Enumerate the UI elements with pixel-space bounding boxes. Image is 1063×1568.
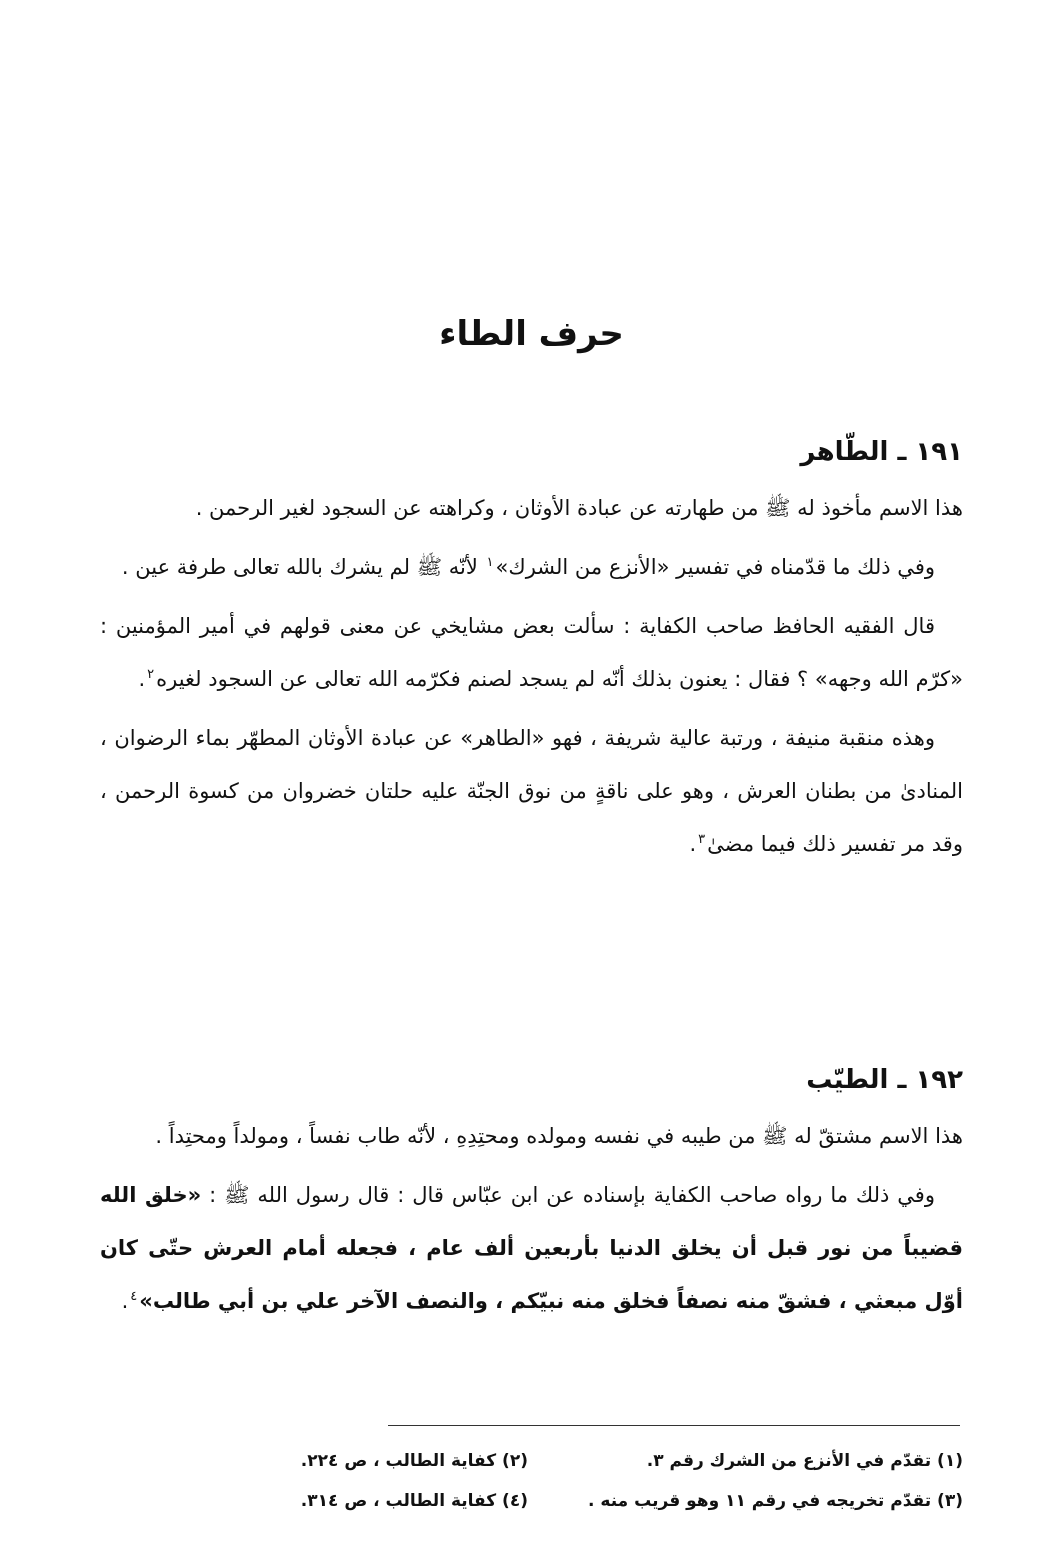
hadith-quote: «خلق الله قضيباً من نور قبل أن يخلق الدنيا بأربعين ألف عام ، فجعله أمام العرش حتّى كان أوّل مبعثي ، فشقّ منه نصفاً فخلق منه نبيّكم ، والنصف الآخر علي بن أبي طالب» (100, 1183, 963, 1313)
paragraph (100, 1110, 963, 1163)
paragraph (100, 712, 963, 871)
paragraph-text: لأنّه ﷺ لم يشرك بالله تعالى طرفة عين . (121, 555, 485, 579)
paragraph-text: هذا الاسم مأخوذ له ﷺ من طهارته عن عبادة الأوثان ، وكراهته عن السجود لغير الرحمن . (195, 496, 963, 520)
paragraph-text: وهذه منقبة منيفة ، ورتبة عالية شريفة ، فهو «الطاهر» عن عبادة الأوثان المطهّر بماء الرضوان ، المنادىٰ من بطنان العرش ، وهو على ناقةٍ من نوق الجنّة عليه حلتان خضروان من كسوة الرحمن ، وقد مر تفسير ذلك فيما مضىٰ (100, 726, 963, 856)
footnote-4: (٤) كفاية الطالب ، ص ٣١٤. (300, 1491, 528, 1511)
paragraph-text: وفي ذلك ما قدّمناه في تفسير «الأنزع من الشرك» (495, 555, 935, 579)
section-heading: ١٩٢ ـ الطيّب (806, 1065, 963, 1095)
paragraph-text: قال الفقيه الحافظ صاحب الكفاية : سألت بعض مشايخي عن معنى قولهم في أمير المؤمنين : «كرّم الله وجهه» ؟ فقال : يعنون بذلك أنّه لم يسجد لصنم فكرّمه الله تعالى عن السجود لغيره (100, 614, 963, 691)
paragraph-end: . (138, 667, 146, 691)
paragraph-end: . (121, 1289, 129, 1313)
paragraph-text: وفي ذلك ما رواه صاحب الكفاية بإسناده عن ابن عبّاس قال : قال رسول الله ﷺ : (209, 1183, 935, 1207)
footnote-ref: ٤ (130, 1289, 138, 1304)
footnote-1: (١) تقدّم في الأنزع من الشرك رقم ٣. (646, 1451, 963, 1471)
section-191 (100, 432, 963, 877)
paragraph-text: هذا الاسم مشتقّ له ﷺ من طيبه في نفسه ومولده ومحتِدِهِ ، لأنّه طاب نفساً ، ومولداً ومحتِداً . (155, 1124, 963, 1148)
paragraph (100, 482, 963, 535)
chapter-title: حرف الطاء (439, 314, 624, 354)
section-192 (100, 1060, 963, 1334)
paragraph (100, 600, 963, 706)
footnote-divider (388, 1425, 960, 1426)
footnote-ref: ٢ (147, 667, 155, 682)
footnote-3: (٣) تقدّم تخريجه في رقم ١١ وهو قريب منه . (588, 1491, 963, 1511)
footnote-ref: ٣ (698, 832, 706, 847)
footnote-ref: ١ (486, 555, 494, 570)
footnote-2: (٢) كفاية الطالب ، ص ٢٢٤. (300, 1451, 528, 1471)
paragraph (100, 541, 963, 594)
paragraph (100, 1169, 963, 1328)
footnotes (103, 1442, 963, 1520)
section-heading: ١٩١ ـ الطّاهر (800, 437, 963, 467)
paragraph-end: . (689, 832, 697, 856)
